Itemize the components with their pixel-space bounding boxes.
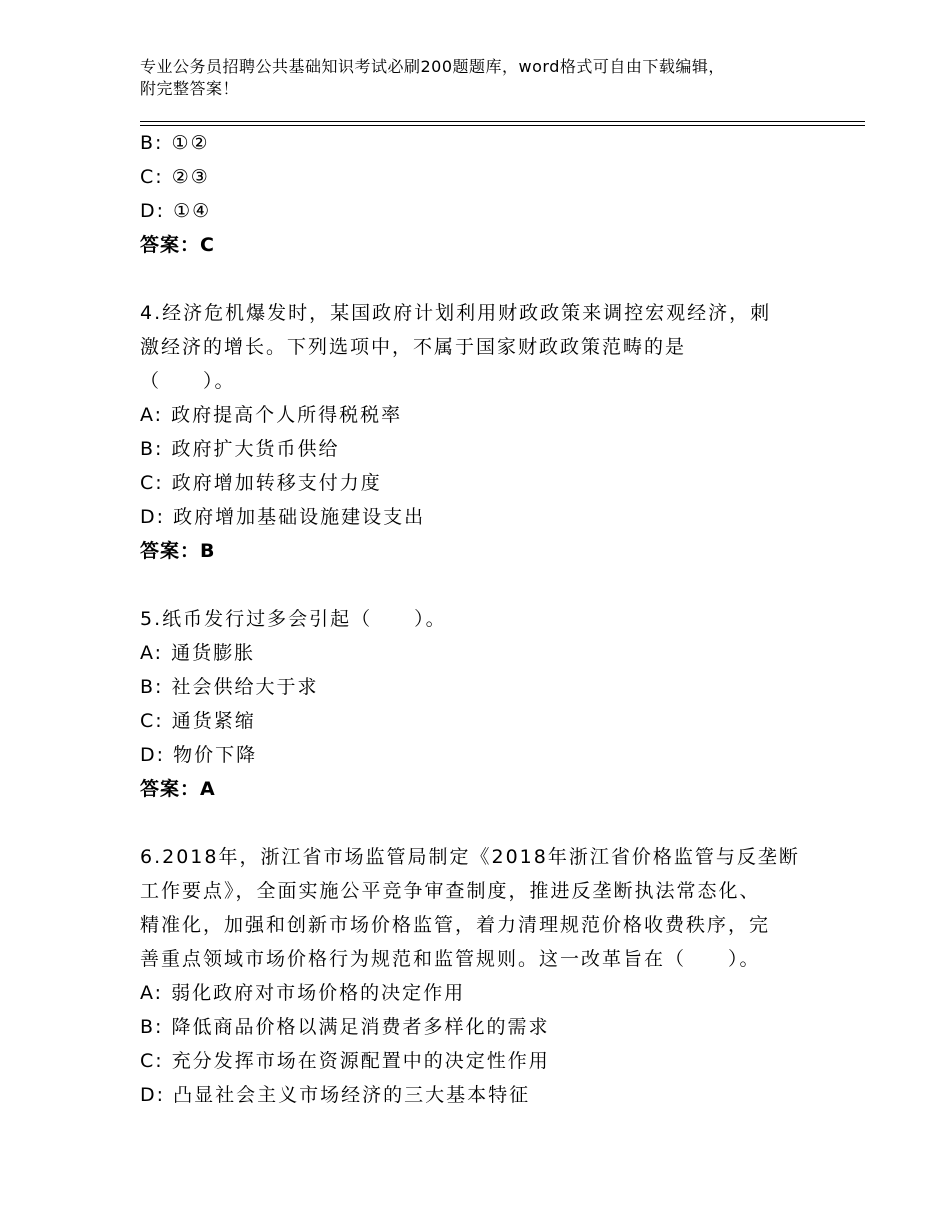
question-stem-line: （ ）。 — [140, 370, 236, 392]
header-divider-top — [140, 121, 865, 122]
option-b: B: 社会供给大于求 — [140, 676, 319, 698]
question-5 — [140, 602, 820, 806]
option-c: C: ②③ — [140, 166, 210, 188]
question-stem-line: 工作要点》，全面实施公平竞争审查制度，推进反垄断执法常态化、 — [140, 880, 761, 902]
document-header — [140, 56, 820, 100]
question-6 — [140, 840, 820, 1112]
option-d: D: 物价下降 — [140, 744, 258, 766]
option-c: C: 充分发挥市场在资源配置中的决定性作用 — [140, 1050, 550, 1072]
option-c: C: 政府增加转移支付力度 — [140, 472, 382, 494]
option-d: D: 政府增加基础设施建设支出 — [140, 506, 426, 528]
answer-label: 答案：B — [140, 540, 216, 562]
option-c: C: 通货紧缩 — [140, 710, 256, 732]
question-3-tail — [140, 126, 820, 262]
option-d: D: ①④ — [140, 200, 212, 222]
header-title-line-1: 专业公务员招聘公共基础知识考试必刷200题题库，word格式可自由下载编辑， — [140, 57, 725, 76]
spacer — [140, 806, 820, 840]
answer-label: 答案：A — [140, 778, 216, 800]
header-title-line-2: 附完整答案！ — [140, 79, 240, 98]
option-d: D: 凸显社会主义市场经济的三大基本特征 — [140, 1084, 531, 1106]
question-stem-line: 激经济的增长。下列选项中，不属于国家财政政策范畴的是 — [140, 336, 687, 358]
question-stem-line: 善重点领域市场价格行为规范和监管规则。这一改革旨在（ ）。 — [140, 948, 761, 970]
question-4 — [140, 296, 820, 568]
option-a: A: 政府提高个人所得税税率 — [140, 404, 403, 426]
spacer — [140, 262, 820, 296]
option-b: B: 降低商品价格以满足消费者多样化的需求 — [140, 1016, 550, 1038]
answer-label: 答案：C — [140, 234, 215, 256]
question-stem-line: 精准化，加强和创新市场价格监管，着力清理规范价格收费秩序，完 — [140, 914, 771, 936]
option-a: A: 弱化政府对市场价格的决定作用 — [140, 982, 466, 1004]
question-stem-line: 5.纸币发行过多会引起（ ）。 — [140, 608, 447, 630]
option-b: B: 政府扩大货币供给 — [140, 438, 340, 460]
question-stem-line: 4.经济危机爆发时，某国政府计划利用财政政策来调控宏观经济，刺 — [140, 302, 772, 324]
option-a: A: 通货膨胀 — [140, 642, 256, 664]
question-content — [140, 126, 820, 1112]
spacer — [140, 568, 820, 602]
question-stem-line: 6.2018年，浙江省市场监管局制定《2018年浙江省价格监管与反垄断 — [140, 846, 800, 868]
option-b: B: ①② — [140, 132, 210, 154]
